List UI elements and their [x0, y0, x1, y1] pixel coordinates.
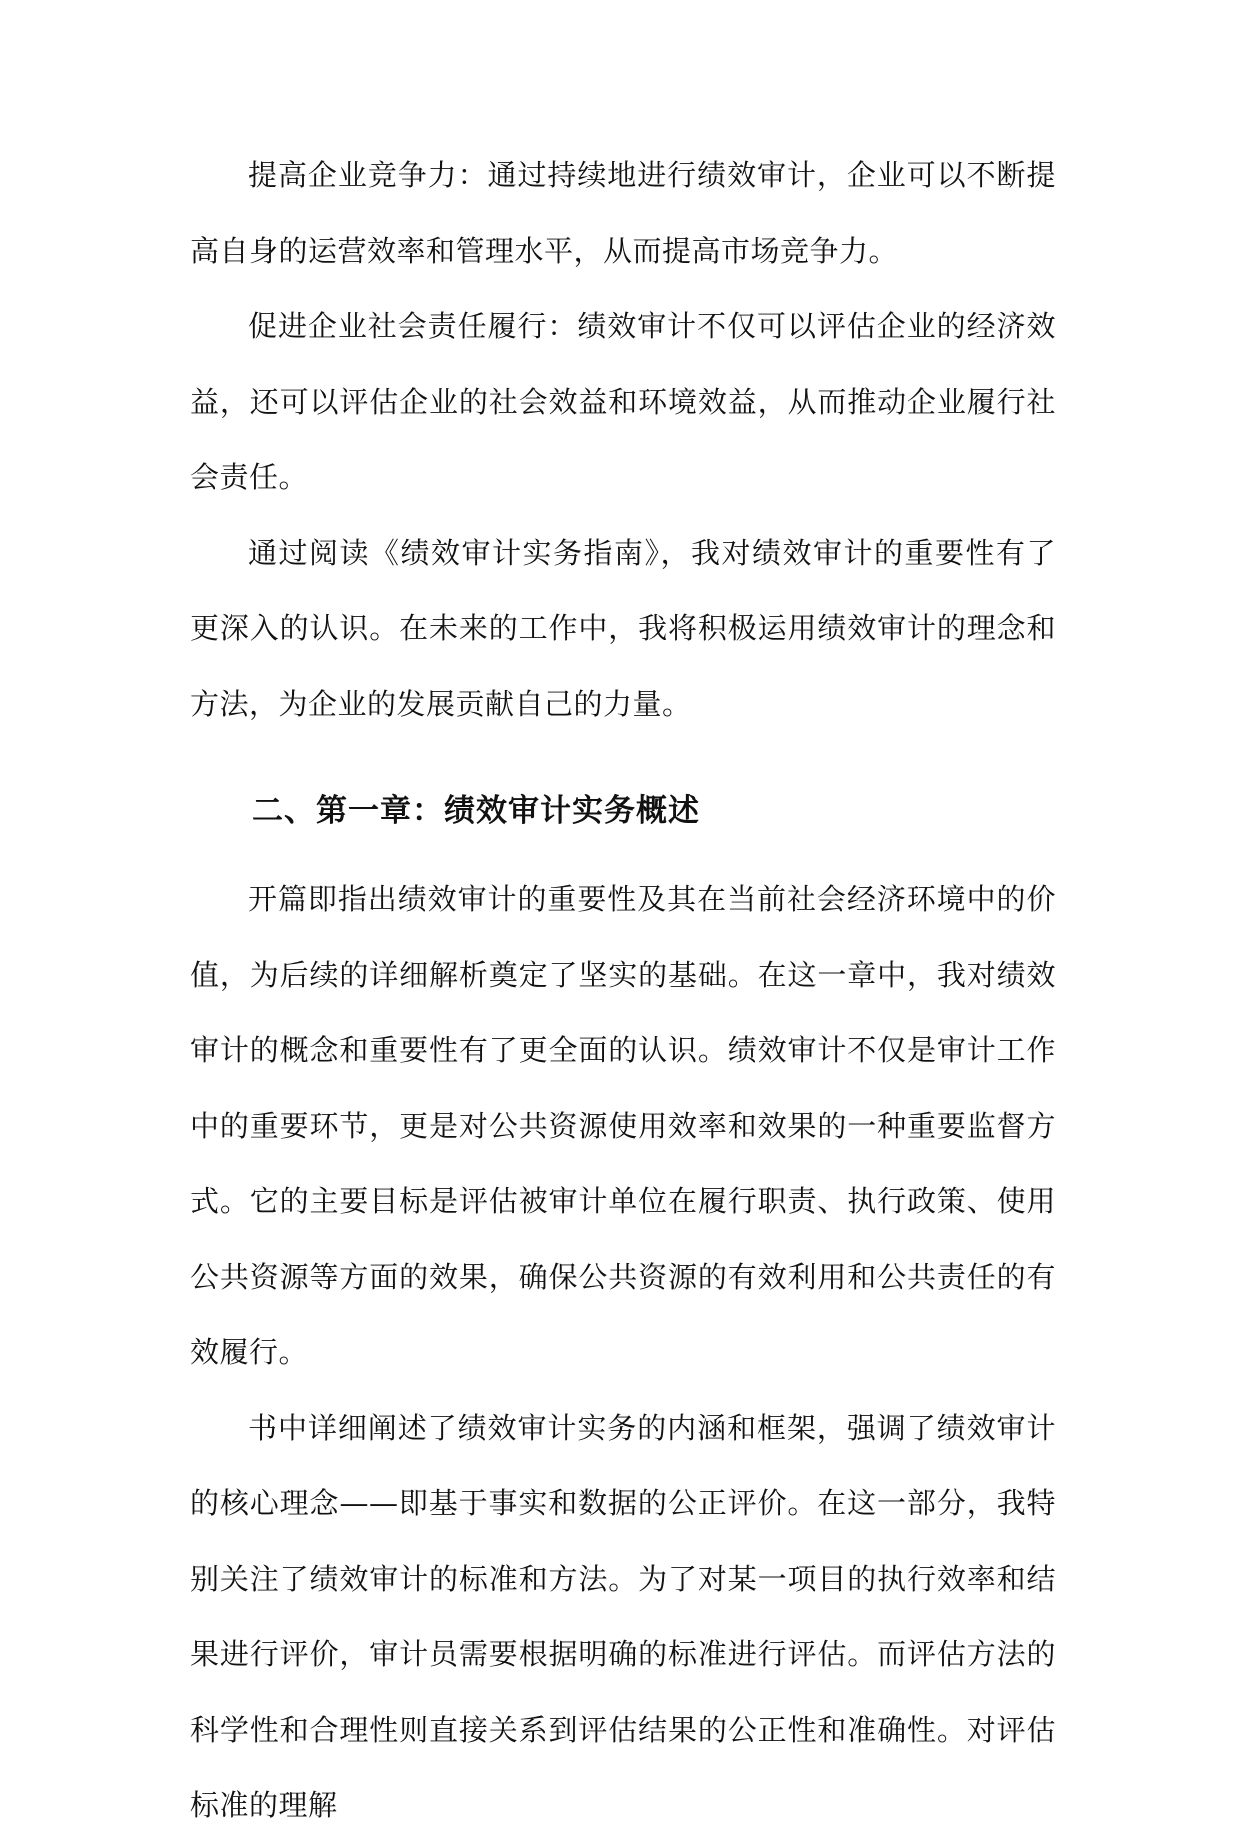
paragraph-reading-summary: 通过阅读《绩效审计实务指南》，我对绩效审计的重要性有了更深入的认识。在未来的工作中，我将积极运用绩效审计的理念和方法，为企业的发展贡献自己的力量。 [190, 535, 1056, 721]
paragraph-framework: 书中详细阐述了绩效审计实务的内涵和框架，强调了绩效审计的核心理念——即基于事实和数据的公正评价。在这一部分，我特别关注了绩效审计的标准和方法。为了对某一项目的执行效率和结果进行评价，审计员需要根据明确的标准进行评估。而评估方法的科学性和合理性则直接关系到评估结果的公正性和准确性。对评估标准的理解 [190, 1410, 1056, 1822]
section-heading-chapter-one: 二、第一章：绩效审计实务概述 [252, 793, 700, 829]
document-body [190, 138, 1056, 1844]
paragraph-competitiveness: 提高企业竞争力：通过持续地进行绩效审计，企业可以不断提高自身的运营效率和管理水平，从而提高市场竞争力。 [190, 158, 1056, 268]
paragraph-social-responsibility: 促进企业社会责任履行：绩效审计不仅可以评估企业的经济效益，还可以评估企业的社会效益和环境效益，从而推动企业履行社会责任。 [190, 309, 1056, 494]
paragraph-chapter-intro: 开篇即指出绩效审计的重要性及其在当前社会经济环境中的价值，为后续的详细解析奠定了坚实的基础。在这一章中，我对绩效审计的概念和重要性有了更全面的认识。绩效审计不仅是审计工作中的重要环节，更是对公共资源使用效率和效果的一种重要监督方式。它的主要目标是评估被审计单位在履行职责、执行政策、使用公共资源等方面的效果，确保公共资源的有效利用和公共责任的有效履行。 [190, 882, 1056, 1369]
